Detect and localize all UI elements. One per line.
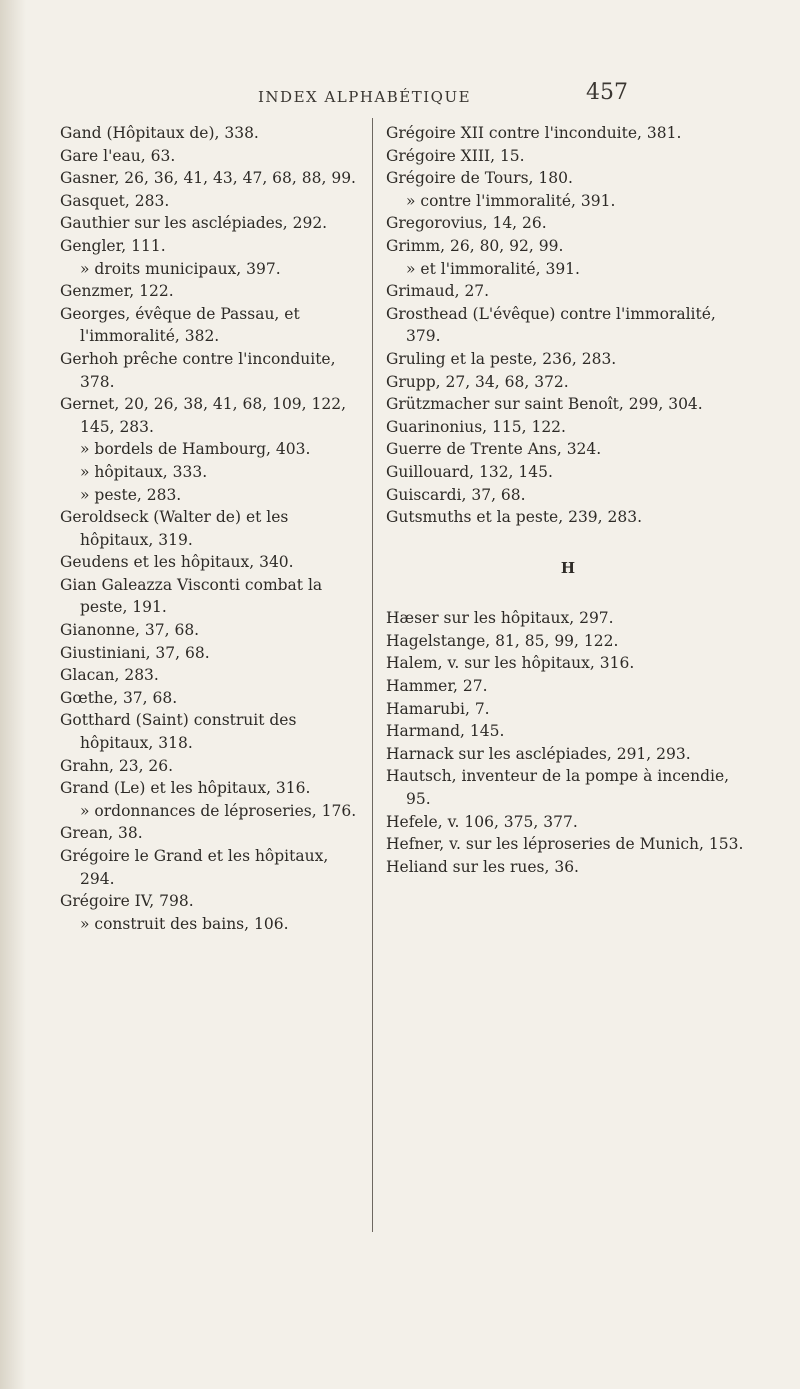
index-subentry: » bordels de Hambourg, 403. [80, 440, 311, 459]
index-entry: Grégoire IV, 798. [60, 892, 194, 911]
index-entry: Gruling et la peste, 236, 283. [386, 349, 617, 368]
page-header [258, 80, 628, 110]
index-entry: Guillouard, 132, 145. [386, 462, 553, 481]
index-entry: Gernet, 20, 26, 38, 41, 68, 109, 122, 145, 283. [60, 395, 347, 436]
index-entry: Genzmer, 122. [60, 282, 174, 301]
index-entry: Gasner, 26, 36, 41, 43, 47, 68, 88, 99. [60, 169, 356, 188]
index-entry: Gœthe, 37, 68. [60, 688, 178, 707]
index-entry: Heliand sur les rues, 36. [386, 857, 579, 876]
index-entry: Grupp, 27, 34, 68, 372. [386, 372, 569, 391]
index-entry: Grimaud, 27. [386, 282, 490, 301]
index-entry: Grégoire XII contre l'inconduite, 381. [386, 124, 682, 142]
index-entry: Grahn, 23, 26. [60, 756, 174, 775]
index-entry: Grosthead (L'évêque) contre l'immoralité, 379. [386, 304, 716, 346]
index-entry: Gasquet, 283. [60, 191, 170, 210]
index-entry: Gotthard (Saint) construit des hôpitaux, 318. [60, 711, 297, 753]
index-entry: Harmand, 145. [386, 722, 505, 741]
index-entry: Gregorovius, 14, 26. [386, 214, 547, 233]
index-entry: Gengler, 111. [60, 236, 166, 255]
index-entry: Hefele, v. 106, 375, 377. [386, 812, 578, 831]
index-entry: Hamarubi, 7. [386, 699, 490, 718]
index-entry: Georges, évêque de Passau, et l'immoralité, 382. [60, 304, 300, 346]
index-subentry: » ordonnances de léproseries, 176. [80, 801, 357, 820]
index-subentry: » contre l'immoralité, 391. [406, 191, 616, 210]
page-number: 457 [586, 80, 628, 105]
right-column [386, 122, 751, 878]
left-column [60, 122, 365, 935]
index-subentry: » droits municipaux, 397. [80, 259, 281, 278]
index-entry: Gare l'eau, 63. [60, 146, 176, 165]
running-title: INDEX ALPHABÉTIQUE [258, 88, 472, 106]
column-divider [372, 118, 373, 1232]
index-entry: Geudens et les hôpitaux, 340. [60, 553, 294, 572]
index-entry: Gianonne, 37, 68. [60, 621, 200, 640]
binding-shadow [0, 0, 26, 1389]
index-entry: Guiscardi, 37, 68. [386, 485, 526, 504]
index-entry: Grégoire le Grand et les hôpitaux, 294. [60, 847, 329, 888]
index-entry: Geroldseck (Walter de) et les hôpitaux, 319. [60, 508, 289, 549]
index-entry: Giustiniani, 37, 68. [60, 643, 210, 662]
h-entries [386, 607, 751, 878]
index-entry: Gerhoh prêche contre l'inconduite, 378. [60, 349, 336, 391]
index-entry: Grimm, 26, 80, 92, 99. [386, 236, 564, 255]
index-subentry: » construit des bains, 106. [80, 914, 289, 933]
index-entry: Hefner, v. sur les léproseries de Munich, 153. [386, 835, 744, 854]
index-subentry: » et l'immoralité, 391. [406, 259, 580, 278]
index-entry: Grégoire de Tours, 180. [386, 169, 573, 188]
index-entry: Guarinonius, 115, 122. [386, 417, 566, 436]
index-entry: Gutsmuths et la peste, 239, 283. [386, 508, 643, 527]
index-entry: Grean, 38. [60, 824, 143, 843]
section-letter-h: H [560, 558, 577, 577]
index-entry: Harnack sur les asclépiades, 291, 293. [386, 744, 691, 763]
index-entry: Grützmacher sur saint Benoît, 299, 304. [386, 395, 703, 414]
index-subentry: » peste, 283. [80, 485, 182, 504]
index-entry: Hammer, 27. [386, 677, 488, 696]
index-entry: Gian Galeazza Visconti combat la peste, 191. [60, 575, 323, 617]
index-entry: Hagelstange, 81, 85, 99, 122. [386, 631, 619, 650]
g-entries [386, 122, 751, 529]
index-entry: Glacan, 283. [60, 666, 159, 685]
index-entry: Hautsch, inventeur de la pompe à incendie, 95. [386, 767, 730, 809]
index-subentry: » hôpitaux, 333. [80, 462, 208, 481]
index-entry: Gauthier sur les asclépiades, 292. [60, 214, 328, 233]
index-entry: Gand (Hôpitaux de), 338. [60, 124, 259, 142]
index-entry: Grégoire XIII, 15. [386, 146, 525, 165]
index-entry: Grand (Le) et les hôpitaux, 316. [60, 779, 311, 798]
index-entry: Hæser sur les hôpitaux, 297. [386, 609, 614, 628]
index-entry: Halem, v. sur les hôpitaux, 316. [386, 654, 635, 673]
index-entry: Guerre de Trente Ans, 324. [386, 440, 602, 459]
